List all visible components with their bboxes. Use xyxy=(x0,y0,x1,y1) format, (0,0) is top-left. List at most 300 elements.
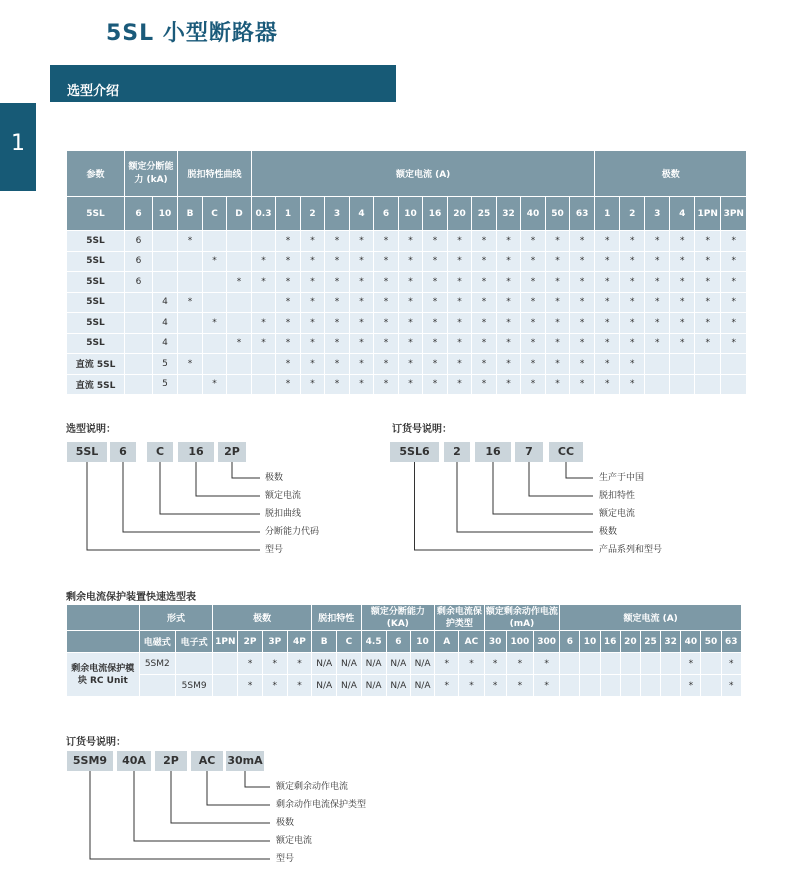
subheader-blank xyxy=(67,631,140,653)
subheader-cell: 50 xyxy=(546,197,570,231)
code-label: 剩余动作电流保护类型 xyxy=(276,800,367,810)
table-cell xyxy=(661,675,681,697)
table-cell xyxy=(252,354,276,375)
table-cell: * xyxy=(423,231,448,252)
table-cell: * xyxy=(497,313,521,334)
table-cell xyxy=(203,354,227,375)
header-blank xyxy=(67,605,140,631)
table-cell: * xyxy=(546,374,570,395)
code-box: 16 xyxy=(475,442,511,462)
table-cell: * xyxy=(459,653,484,675)
subheader-cell: 63 xyxy=(721,631,741,653)
table-cell: * xyxy=(399,374,423,395)
subheader-cell: AC xyxy=(459,631,484,653)
subheader-cell: 电磁式 xyxy=(139,631,175,653)
table-cell: * xyxy=(695,231,721,252)
table-cell: * xyxy=(325,313,350,334)
table-cell: * xyxy=(287,653,311,675)
table-cell xyxy=(661,653,681,675)
header-param: 参数 xyxy=(67,151,125,197)
table-cell xyxy=(125,333,153,354)
table-row xyxy=(67,653,742,675)
table-cell: * xyxy=(472,374,497,395)
subheader-cell: 4P xyxy=(287,631,311,653)
table-cell xyxy=(227,313,252,334)
subheader-cell: 2P xyxy=(238,631,262,653)
table-cell: * xyxy=(546,231,570,252)
row-label: 直流 5SL xyxy=(67,374,125,395)
table-cell: N/A xyxy=(410,653,434,675)
subheader-cell: 16 xyxy=(423,197,448,231)
code-box: AC xyxy=(191,751,223,771)
subheader-cell: D xyxy=(227,197,252,231)
subheader-cell: 20 xyxy=(620,631,640,653)
table-cell xyxy=(125,313,153,334)
table-cell: * xyxy=(262,653,287,675)
subheader-cell: 25 xyxy=(640,631,660,653)
subheader-cell: 1PN xyxy=(695,197,721,231)
code-box: 2 xyxy=(444,442,470,462)
code-label: 脱扣曲线 xyxy=(265,509,302,519)
code-label: 额定电流 xyxy=(276,836,313,846)
table-cell: * xyxy=(262,675,287,697)
subheader-cell: 2 xyxy=(620,197,645,231)
table-cell: * xyxy=(178,292,203,313)
table-cell xyxy=(701,675,721,697)
table-cell: * xyxy=(533,653,559,675)
table-row xyxy=(67,333,747,354)
subheader-cell: 3P xyxy=(262,631,287,653)
table-row xyxy=(67,292,747,313)
table-cell: * xyxy=(681,675,701,697)
table-cell: * xyxy=(423,292,448,313)
row-label: 5SL xyxy=(67,251,125,272)
table-cell: 4 xyxy=(153,313,178,334)
table-cell: * xyxy=(325,374,350,395)
table-row xyxy=(67,354,747,375)
table-cell: * xyxy=(252,272,276,293)
table-cell: * xyxy=(374,251,399,272)
row-label: 5SL xyxy=(67,231,125,252)
table-cell: * xyxy=(276,292,301,313)
table-cell xyxy=(153,251,178,272)
table-cell: * xyxy=(350,251,374,272)
table-cell: * xyxy=(238,675,262,697)
header-trip: 脱扣特性 xyxy=(312,605,361,631)
row-label: 直流 5SL xyxy=(67,354,125,375)
table-cell: * xyxy=(399,251,423,272)
table-cell: * xyxy=(472,272,497,293)
table-cell: * xyxy=(670,292,695,313)
code-box: 5SL6 xyxy=(390,442,439,462)
section-title: 选型介绍 xyxy=(67,84,120,99)
table-cell: * xyxy=(252,333,276,354)
table-cell: * xyxy=(423,272,448,293)
table-cell: * xyxy=(435,675,459,697)
table-cell: N/A xyxy=(361,675,386,697)
table-cell: 5 xyxy=(153,354,178,375)
code-label: 额定电流 xyxy=(265,491,302,501)
table-cell xyxy=(213,675,238,697)
table-cell: 6 xyxy=(125,231,153,252)
selection-heading: 选型说明： xyxy=(66,424,116,435)
table-cell: * xyxy=(546,292,570,313)
table-cell: * xyxy=(325,272,350,293)
table-cell: * xyxy=(645,292,670,313)
row-label: 剩余电流保护模块 RC Unit xyxy=(67,653,140,697)
table-cell: * xyxy=(521,292,546,313)
row-label: 5SL xyxy=(67,313,125,334)
subheader-cell: 10 xyxy=(399,197,423,231)
table-cell: 4 xyxy=(153,292,178,313)
table-cell xyxy=(600,653,620,675)
row-label: 5SL xyxy=(67,333,125,354)
table-cell xyxy=(640,675,660,697)
table-cell: * xyxy=(497,374,521,395)
row-label: 5SL xyxy=(67,272,125,293)
table-cell: * xyxy=(276,374,301,395)
table-cell: * xyxy=(178,354,203,375)
table-cell: * xyxy=(645,313,670,334)
header-trip-curve: 脱扣特性曲线 xyxy=(178,151,252,197)
table-cell: * xyxy=(325,292,350,313)
chapter-tab xyxy=(0,103,36,191)
table-cell: * xyxy=(325,354,350,375)
code-box: 5SL xyxy=(67,442,107,462)
code-box: 7 xyxy=(515,442,543,462)
table-cell xyxy=(252,292,276,313)
table-cell: * xyxy=(399,313,423,334)
table-cell: * xyxy=(570,374,595,395)
table-cell: * xyxy=(374,333,399,354)
table-cell xyxy=(600,675,620,697)
table-cell xyxy=(203,292,227,313)
code-box: 16 xyxy=(178,442,214,462)
header-breaking: 额定分断能力 (KA) xyxy=(361,605,435,631)
table-cell: * xyxy=(521,272,546,293)
table-cell: * xyxy=(521,374,546,395)
subheader-cell: 3 xyxy=(645,197,670,231)
table-cell xyxy=(175,653,212,675)
table-cell: * xyxy=(399,333,423,354)
table-cell xyxy=(701,653,721,675)
table-cell: * xyxy=(276,272,301,293)
table-cell: * xyxy=(695,313,721,334)
code-box: 6 xyxy=(110,442,136,462)
header-breaking-capacity: 额定分断能力 (kA) xyxy=(125,151,178,197)
table-cell: * xyxy=(620,231,645,252)
table-cell: * xyxy=(472,231,497,252)
table-cell: * xyxy=(448,313,472,334)
code-box: 5SM9 xyxy=(67,751,113,771)
table-cell xyxy=(139,675,175,697)
subheader-cell: 0.3 xyxy=(252,197,276,231)
table-cell: * xyxy=(670,313,695,334)
table-cell: * xyxy=(227,272,252,293)
table-cell: * xyxy=(721,675,741,697)
table-cell: * xyxy=(595,313,620,334)
table-cell: N/A xyxy=(361,653,386,675)
table-cell: * xyxy=(521,251,546,272)
table-cell: * xyxy=(570,333,595,354)
table-cell: * xyxy=(570,313,595,334)
table-row xyxy=(67,374,747,395)
table-cell: * xyxy=(721,231,747,252)
table-cell xyxy=(695,374,721,395)
code-label: 型号 xyxy=(276,854,295,864)
table-cell: * xyxy=(695,251,721,272)
table-cell: * xyxy=(595,354,620,375)
table-cell xyxy=(203,231,227,252)
table-cell: * xyxy=(325,251,350,272)
table-cell: * xyxy=(670,272,695,293)
table-cell: * xyxy=(570,251,595,272)
code-label: 额定电流 xyxy=(599,509,636,519)
table-cell: * xyxy=(203,374,227,395)
table-cell: * xyxy=(276,231,301,252)
table-cell: 5SM2 xyxy=(139,653,175,675)
table-cell: * xyxy=(435,653,459,675)
chapter-number: 1 xyxy=(11,131,25,156)
table-cell: * xyxy=(374,313,399,334)
code-label: 额定剩余动作电流 xyxy=(276,782,349,792)
table-cell: * xyxy=(325,231,350,252)
table-cell: * xyxy=(533,675,559,697)
table-cell: * xyxy=(301,272,325,293)
table-cell: * xyxy=(472,313,497,334)
table-cell: * xyxy=(670,251,695,272)
subheader-cell: 100 xyxy=(506,631,533,653)
subheader-cell: 16 xyxy=(600,631,620,653)
table-cell xyxy=(227,292,252,313)
table-cell: * xyxy=(301,292,325,313)
table-cell xyxy=(670,374,695,395)
table-cell: * xyxy=(721,292,747,313)
table-cell: * xyxy=(448,272,472,293)
table-cell: * xyxy=(695,292,721,313)
table-cell: * xyxy=(423,251,448,272)
rcd-heading: 剩余电流保护装置快速选型表 xyxy=(66,592,196,603)
table-row xyxy=(67,251,747,272)
table-cell xyxy=(227,231,252,252)
table-cell: * xyxy=(570,231,595,252)
table-cell xyxy=(721,354,747,375)
table-cell: * xyxy=(325,333,350,354)
table-cell: N/A xyxy=(410,675,434,697)
table-cell: * xyxy=(448,333,472,354)
table-cell: * xyxy=(620,292,645,313)
header-rcd-type: 剩余电流保护类型 xyxy=(435,605,484,631)
table-cell xyxy=(178,333,203,354)
table-cell: * xyxy=(227,333,252,354)
header-rated-current: 额定电流 (A) xyxy=(560,605,742,631)
subheader-cell: 2 xyxy=(301,197,325,231)
table-cell: * xyxy=(374,292,399,313)
subheader-cell: 3PN xyxy=(721,197,747,231)
subheader-cell: 20 xyxy=(448,197,472,231)
table-cell xyxy=(213,653,238,675)
table-cell: * xyxy=(350,313,374,334)
table-cell: * xyxy=(399,292,423,313)
table-cell xyxy=(560,653,580,675)
table-cell: * xyxy=(670,231,695,252)
table-cell: * xyxy=(301,231,325,252)
table-cell: N/A xyxy=(312,653,337,675)
table-cell: * xyxy=(252,313,276,334)
subheader-cell: 4.5 xyxy=(361,631,386,653)
table-cell: * xyxy=(546,272,570,293)
subheader-cell: C xyxy=(203,197,227,231)
table-cell: * xyxy=(423,333,448,354)
code-label: 极数 xyxy=(599,527,618,537)
table-cell: * xyxy=(472,333,497,354)
table-cell: * xyxy=(721,251,747,272)
subheader-cell: 4 xyxy=(670,197,695,231)
table-cell xyxy=(227,354,252,375)
subheader-cell: 32 xyxy=(497,197,521,231)
table-cell: * xyxy=(448,251,472,272)
subheader-cell: 40 xyxy=(681,631,701,653)
table-cell: * xyxy=(350,333,374,354)
table-cell: * xyxy=(506,675,533,697)
subheader-cell: B xyxy=(178,197,203,231)
code-box: 2P xyxy=(155,751,187,771)
order-heading: 订货号说明： xyxy=(392,424,452,435)
table-cell xyxy=(670,354,695,375)
table-cell: * xyxy=(595,292,620,313)
subheader-cell: 10 xyxy=(153,197,178,231)
table-cell: * xyxy=(521,313,546,334)
table-cell: * xyxy=(350,231,374,252)
table-cell: * xyxy=(423,374,448,395)
table-cell: * xyxy=(546,333,570,354)
table-cell: * xyxy=(546,251,570,272)
table-cell xyxy=(178,272,203,293)
table-cell: * xyxy=(484,675,506,697)
table-cell: 5 xyxy=(153,374,178,395)
table-cell: * xyxy=(252,251,276,272)
table-cell: * xyxy=(721,653,741,675)
table-cell: N/A xyxy=(312,675,337,697)
table-cell xyxy=(560,675,580,697)
table-cell xyxy=(178,313,203,334)
table-cell: 6 xyxy=(125,272,153,293)
header-poles: 极数 xyxy=(213,605,312,631)
table-cell: * xyxy=(448,354,472,375)
header-rated-current: 额定电流 (A) xyxy=(252,151,595,197)
table-cell: * xyxy=(350,354,374,375)
table-cell: N/A xyxy=(386,675,410,697)
table-cell: * xyxy=(238,653,262,675)
code-label: 极数 xyxy=(265,473,284,483)
subheader-cell: 1 xyxy=(276,197,301,231)
table-cell xyxy=(125,354,153,375)
table-cell: * xyxy=(546,354,570,375)
section-banner xyxy=(50,65,396,102)
subheader-cell: 10 xyxy=(580,631,600,653)
subheader-cell: 4 xyxy=(350,197,374,231)
code-box: C xyxy=(147,442,173,462)
subheader-cell: 30 xyxy=(484,631,506,653)
table-cell: * xyxy=(620,374,645,395)
row-label: 5SL xyxy=(67,292,125,313)
table-cell: * xyxy=(350,292,374,313)
table-cell: N/A xyxy=(337,653,361,675)
table-cell xyxy=(227,251,252,272)
table-cell: * xyxy=(203,313,227,334)
table-cell: * xyxy=(301,333,325,354)
table-cell xyxy=(645,354,670,375)
table-row xyxy=(67,313,747,334)
subheader-cell: B xyxy=(312,631,337,653)
table-cell xyxy=(153,272,178,293)
code-label: 生产于中国 xyxy=(599,473,645,483)
table-cell: N/A xyxy=(337,675,361,697)
table-cell: * xyxy=(570,354,595,375)
table-cell: * xyxy=(595,231,620,252)
table-cell: * xyxy=(423,313,448,334)
subheader-cell: 6 xyxy=(125,197,153,231)
subheader-cell: 10 xyxy=(410,631,434,653)
table-cell: * xyxy=(301,354,325,375)
subheader-cell: C xyxy=(337,631,361,653)
subheader-cell: 3 xyxy=(325,197,350,231)
order2-heading: 订货号说明： xyxy=(66,737,126,748)
table-cell: * xyxy=(645,333,670,354)
table-cell xyxy=(153,231,178,252)
table-cell: * xyxy=(448,374,472,395)
subheader-cell: 25 xyxy=(472,197,497,231)
table-cell xyxy=(640,653,660,675)
table-cell: * xyxy=(546,313,570,334)
table-cell: * xyxy=(350,374,374,395)
table-cell xyxy=(125,292,153,313)
table-cell: * xyxy=(374,272,399,293)
table-cell: * xyxy=(276,333,301,354)
table-cell: * xyxy=(497,354,521,375)
table-cell: * xyxy=(374,354,399,375)
table-cell: * xyxy=(695,272,721,293)
table-cell: * xyxy=(620,354,645,375)
table-cell: * xyxy=(178,231,203,252)
subheader-cell: 32 xyxy=(661,631,681,653)
subheader-cell: 63 xyxy=(570,197,595,231)
subheader-cell: 300 xyxy=(533,631,559,653)
subheader-cell: 1 xyxy=(595,197,620,231)
page-title: 5SL 小型断路器 xyxy=(106,21,278,46)
table-cell: * xyxy=(506,653,533,675)
table-cell: * xyxy=(721,272,747,293)
table-cell: * xyxy=(276,313,301,334)
table-cell: * xyxy=(595,251,620,272)
table-cell: * xyxy=(423,354,448,375)
table-cell: * xyxy=(374,231,399,252)
table-cell: * xyxy=(497,231,521,252)
subheader-cell: 6 xyxy=(374,197,399,231)
table-cell: * xyxy=(301,251,325,272)
table-cell: * xyxy=(287,675,311,697)
table-cell: * xyxy=(459,675,484,697)
header-residual-current: 额定剩余动作电流 (mA) xyxy=(485,606,558,629)
table-cell: * xyxy=(497,333,521,354)
table-cell: * xyxy=(681,653,701,675)
table-cell xyxy=(178,251,203,272)
subheader-cell: 5SL xyxy=(67,197,125,231)
table-cell: * xyxy=(301,313,325,334)
table-cell xyxy=(125,374,153,395)
table-cell xyxy=(620,675,640,697)
table-cell xyxy=(580,675,600,697)
